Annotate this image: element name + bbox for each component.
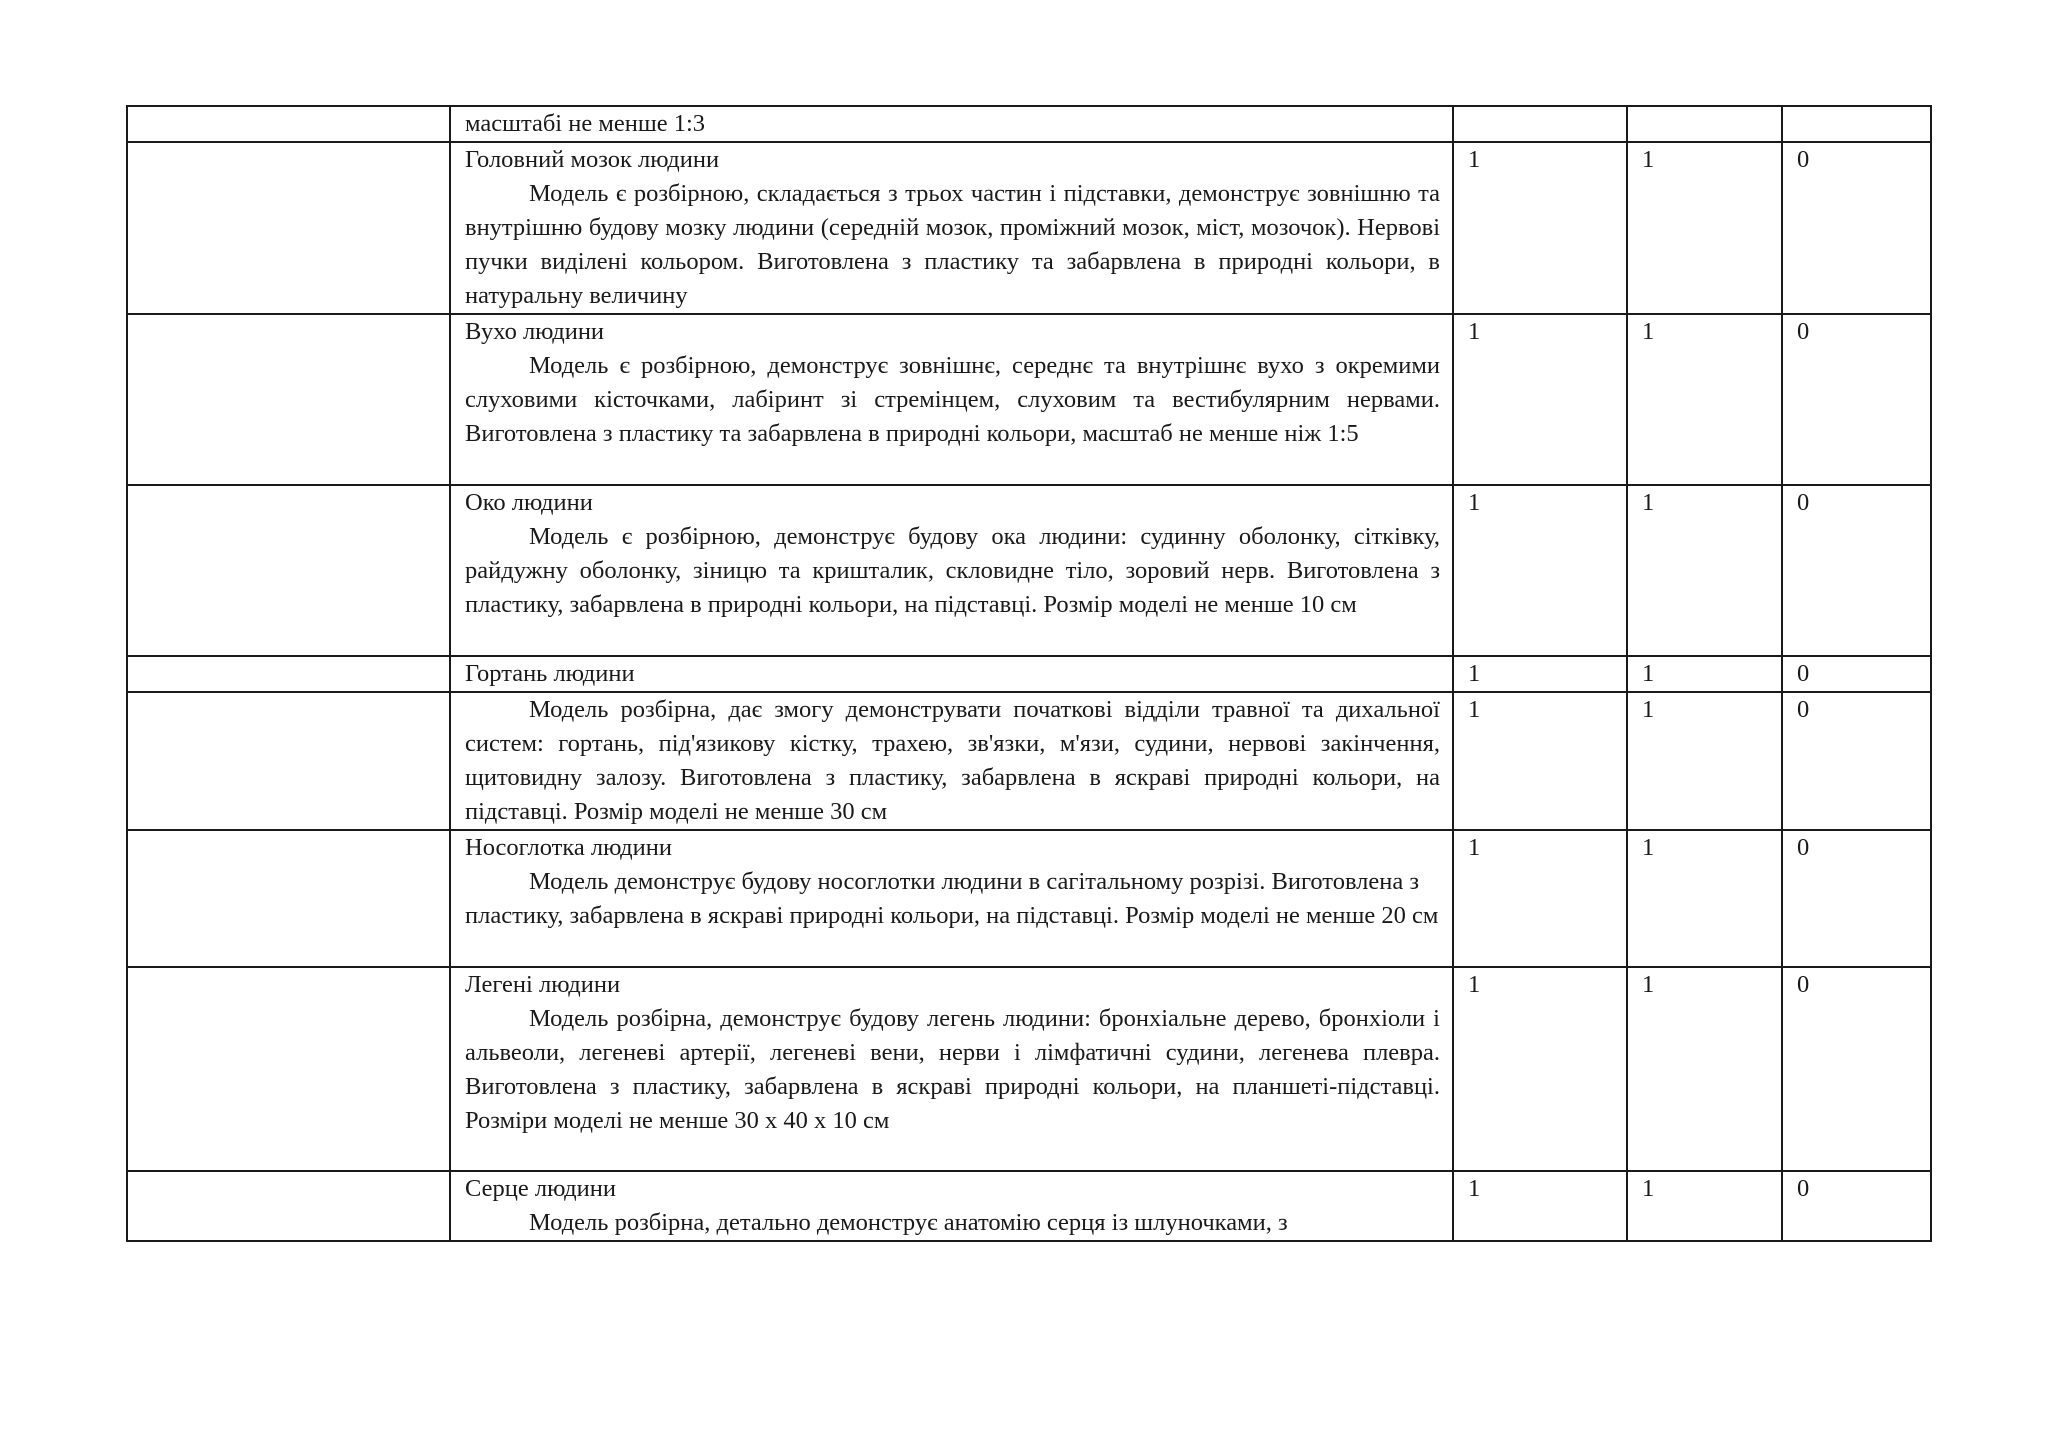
item-title: Гортань людини <box>465 660 635 687</box>
row-index-cell <box>127 967 450 1171</box>
item-title: Легені людини <box>465 971 621 998</box>
row-index-cell <box>127 485 450 656</box>
row-index-cell <box>127 656 450 692</box>
item-title: Око людини <box>465 489 593 516</box>
table-row <box>127 656 1931 692</box>
qty-cell-b <box>1627 106 1782 142</box>
item-description: Модель демонструє будову носоглотки людини в сагітальному розрізі. Виготовлена з пластику, забарвлена в яскраві природні кольори, на підставці. Розмір моделі не менше 20 см <box>465 868 1439 929</box>
row-index-cell <box>127 692 450 830</box>
qty-cell-c: 0 <box>1782 692 1931 830</box>
qty-cell-c: 0 <box>1782 142 1931 314</box>
item-description: Модель розбірна, детально демонструє анатомію серця із шлуночками, з <box>529 1209 1288 1236</box>
item-cell <box>450 967 1453 1171</box>
item-title: Головний мозок людини <box>465 146 720 173</box>
qty-cell-a: 1 <box>1453 967 1627 1171</box>
row-index-cell <box>127 830 450 967</box>
qty-cell-a: 1 <box>1453 485 1627 656</box>
table-row <box>127 967 1931 1171</box>
item-cell <box>450 314 1453 485</box>
qty-cell-a: 1 <box>1453 1171 1627 1241</box>
qty-cell-b: 1 <box>1627 656 1782 692</box>
qty-cell-a <box>1453 106 1627 142</box>
qty-cell-c: 0 <box>1782 656 1931 692</box>
table-row <box>127 692 1931 830</box>
item-description: Модель розбірна, дає змогу демонструвати початкові відділи травної та дихальної систем: гортань, під'язикову кістку, трахею, зв'язки, м'язи, судини, нервові закінчення, щитовидну залозу. Виготовлена з пластику, забарвлена в яскраві природні кольори, на підставці. Розмір моделі не менше 30 см <box>465 696 1440 825</box>
item-cell <box>450 656 1453 692</box>
qty-cell-c: 0 <box>1782 485 1931 656</box>
equipment-table <box>126 105 1932 1242</box>
qty-cell-a: 1 <box>1453 656 1627 692</box>
table-row <box>127 1171 1931 1241</box>
qty-cell-a: 1 <box>1453 830 1627 967</box>
qty-cell-c: 0 <box>1782 830 1931 967</box>
table-row <box>127 485 1931 656</box>
item-cell <box>450 106 1453 142</box>
qty-cell-c: 0 <box>1782 1171 1931 1241</box>
item-title: масштабі не менше 1:3 <box>465 110 705 137</box>
qty-cell-b: 1 <box>1627 830 1782 967</box>
qty-cell-a: 1 <box>1453 142 1627 314</box>
qty-cell-b: 1 <box>1627 314 1782 485</box>
item-description: Модель є розбірною, складається з трьох частин і підставки, демонструє зовнішню та внутрішню будову мозку людини (середній мозок, проміжний мозок, міст, мозочок). Нервові пучки виділені кольором. Виготовлена з пластику та забарвлена в природні кольори, в натуральну величину <box>465 180 1440 309</box>
item-title: Вухо людини <box>465 318 605 345</box>
table-row <box>127 106 1931 142</box>
qty-cell-b: 1 <box>1627 142 1782 314</box>
qty-cell-b: 1 <box>1627 1171 1782 1241</box>
qty-cell-c: 0 <box>1782 314 1931 485</box>
item-cell <box>450 1171 1453 1241</box>
row-index-cell <box>127 1171 450 1241</box>
row-index-cell <box>127 106 450 142</box>
qty-cell-a: 1 <box>1453 314 1627 485</box>
item-title: Носоглотка людини <box>465 834 672 861</box>
qty-cell-b: 1 <box>1627 967 1782 1171</box>
item-cell <box>450 142 1453 314</box>
table-row <box>127 314 1931 485</box>
qty-cell-b: 1 <box>1627 692 1782 830</box>
row-index-cell <box>127 314 450 485</box>
table-row <box>127 142 1931 314</box>
item-cell <box>450 692 1453 830</box>
table-row <box>127 830 1931 967</box>
qty-cell-c: 0 <box>1782 967 1931 1171</box>
row-index-cell <box>127 142 450 314</box>
qty-cell-b: 1 <box>1627 485 1782 656</box>
item-description: Модель розбірна, демонструє будову легень людини: бронхіальне дерево, бронхіоли і альвеоли, легеневі артерії, легеневі вени, нерви і лімфатичні судини, легенева плевра. Виготовлена з пластику, забарвлена в яскраві природні кольори, на планшеті-підставці. Розміри моделі не менше 30 х 40 х 10 см <box>465 1005 1440 1134</box>
item-cell <box>450 485 1453 656</box>
item-description: Модель є розбірною, демонструє будову ока людини: судинну оболонку, сітківку, райдужну оболонку, зіницю та кришталик, скловидне тіло, зоровий нерв. Виготовлена з пластику, забарвлена в природні кольори, на підставці. Розмір моделі не менше 10 см <box>465 523 1440 618</box>
item-description: Модель є розбірною, демонструє зовнішнє, середнє та внутрішнє вухо з окремими слуховими кісточками, лабіринт зі стремінцем, слуховим та вестибулярним нервами. Виготовлена з пластику та забарвлена в природні кольори, масштаб не менше ніж 1:5 <box>465 352 1440 447</box>
qty-cell-c <box>1782 106 1931 142</box>
item-title: Серце людини <box>465 1175 616 1202</box>
qty-cell-a: 1 <box>1453 692 1627 830</box>
item-cell <box>450 830 1453 967</box>
